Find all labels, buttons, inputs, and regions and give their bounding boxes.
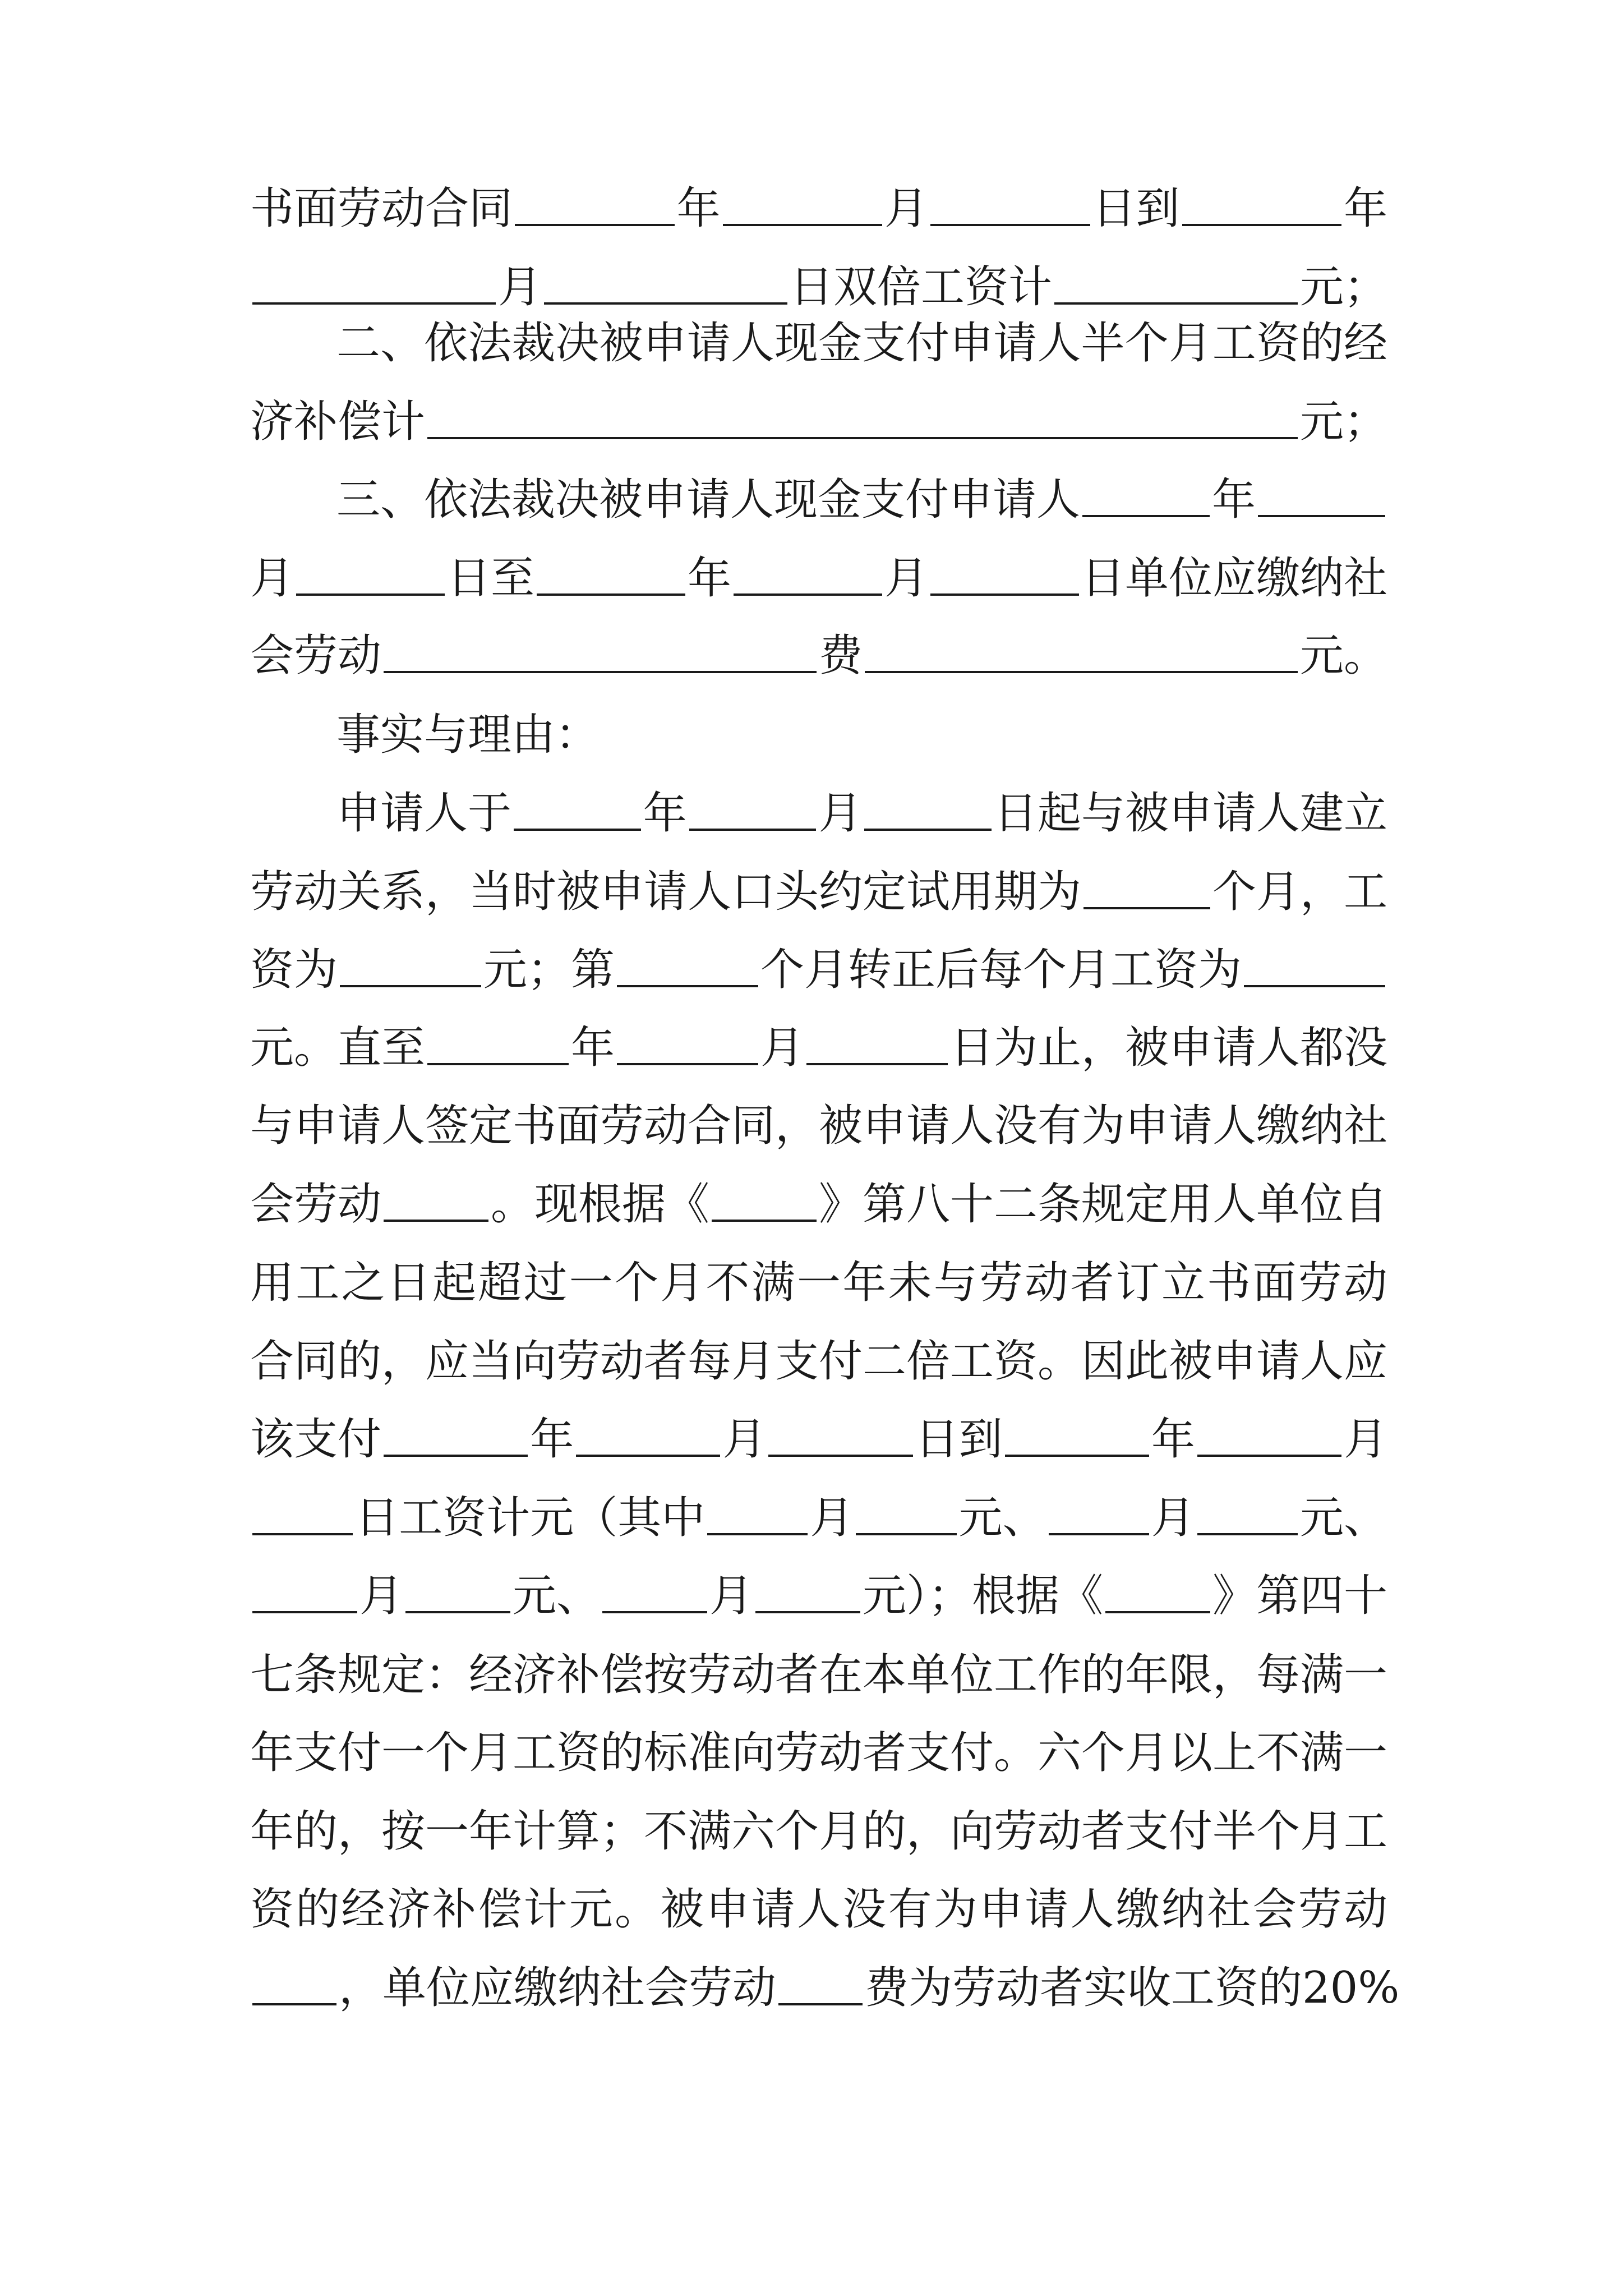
text-line (250, 1089, 1387, 1162)
text-segment: 年 (1212, 475, 1256, 525)
text-line (250, 1325, 1387, 1398)
text-line (250, 1639, 1387, 1711)
text-segment: 元。直至 (250, 1023, 426, 1073)
fill-in-blank[interactable] (1197, 1494, 1298, 1535)
text-segment: 年 (571, 1023, 615, 1073)
text-line (250, 1717, 1387, 1789)
text-line (250, 542, 1387, 615)
text-segment: 》第八十二条规定用人单位自 (819, 1179, 1388, 1230)
text-segment: 月 (497, 262, 542, 312)
fill-in-blank[interactable] (384, 632, 817, 673)
fill-in-blank[interactable] (768, 1415, 912, 1457)
text-segment: 月 (250, 553, 294, 604)
fill-in-blank[interactable] (1182, 185, 1341, 226)
text-segment: 用工之日起超过一个月不满一年未与劳动者订立书面劳动 (250, 1258, 1390, 1308)
text-segment: 月 (818, 788, 863, 839)
fill-in-blank[interactable] (806, 1024, 948, 1065)
text-line (250, 172, 1387, 245)
fill-in-blank[interactable] (712, 1180, 817, 1222)
text-line (250, 1952, 1400, 2024)
text-segment: 费为劳动者实收工资的20% (865, 1963, 1400, 2013)
text-segment: ，单位应缴纳社会劳动 (339, 1963, 777, 2013)
text-segment: 会劳动 (250, 631, 382, 681)
text-line (250, 1403, 1387, 1476)
text-line (250, 1795, 1387, 1868)
text-segment: 二、依法裁决被申请人现金支付申请人半个月工资的经 (336, 318, 1388, 369)
fill-in-blank[interactable] (602, 1572, 707, 1613)
fill-in-blank[interactable] (427, 1024, 569, 1065)
text-segment: 元、 (1300, 1493, 1388, 1543)
text-segment: 个月，工 (1212, 867, 1387, 917)
text-segment: 日为止，被申请人都没 (950, 1023, 1388, 1073)
fill-in-blank[interactable] (544, 263, 787, 305)
text-segment: 》第四十 (1212, 1571, 1387, 1621)
text-segment: 月 (810, 1493, 854, 1543)
text-segment: 月 (884, 553, 929, 604)
fill-in-blank[interactable] (427, 398, 1298, 439)
text-segment: 三、依法裁决被申请人现金支付申请人 (336, 475, 1081, 525)
text-segment: 年 (676, 183, 721, 234)
text-segment: 元、 (958, 1493, 1046, 1543)
text-segment: 会劳动 (250, 1179, 382, 1230)
text-segment: 济补偿计 (250, 397, 426, 447)
text-line (250, 1873, 1390, 1946)
text-line (250, 385, 1387, 458)
text-line (250, 1481, 1387, 1554)
text-segment: 个月转正后每个月工资为 (760, 945, 1242, 995)
text-line (336, 463, 1387, 536)
fill-in-blank[interactable] (617, 1024, 758, 1065)
text-segment: 元；第 (483, 945, 615, 995)
fill-in-blank[interactable] (617, 946, 758, 987)
text-segment: 月 (760, 1023, 805, 1073)
text-segment: 元。 (1300, 631, 1388, 681)
text-segment: 资为 (250, 945, 338, 995)
text-segment: 月 (884, 183, 929, 234)
fill-in-blank[interactable] (856, 1494, 956, 1535)
text-segment: 年 (643, 788, 687, 839)
text-line (250, 619, 1387, 692)
text-segment: 申请人于 (336, 788, 512, 839)
text-segment: 该支付 (250, 1414, 382, 1465)
fill-in-blank[interactable] (1197, 1415, 1341, 1457)
fill-in-blank[interactable] (537, 554, 685, 596)
text-line (250, 1246, 1390, 1319)
fill-in-blank[interactable] (930, 185, 1090, 226)
text-segment: 月 (722, 1414, 767, 1465)
fill-in-blank[interactable] (689, 789, 817, 831)
fill-in-blank[interactable] (252, 1494, 353, 1535)
text-segment: 月 (1344, 1414, 1388, 1465)
text-segment: 。现根据《 (491, 1179, 710, 1230)
text-segment: 年 (1151, 1414, 1195, 1465)
text-segment: 元、 (512, 1571, 600, 1621)
text-segment: 日到 (1092, 183, 1180, 234)
text-segment: 日单位应缴纳社 (1081, 553, 1388, 604)
text-line (336, 698, 1387, 771)
text-segment: 元； (1299, 262, 1387, 312)
fill-in-blank[interactable] (755, 1572, 860, 1613)
fill-in-blank[interactable] (734, 554, 882, 596)
fill-in-blank[interactable] (864, 789, 992, 831)
text-segment: 月 (1151, 1493, 1195, 1543)
text-line (250, 933, 1387, 1006)
text-segment: 费 (819, 631, 863, 681)
text-segment: 月 (359, 1571, 403, 1621)
fill-in-blank[interactable] (707, 1494, 808, 1535)
fill-in-blank[interactable] (576, 1415, 720, 1457)
text-segment: 元； (1299, 397, 1387, 447)
fill-in-blank[interactable] (515, 185, 674, 226)
text-segment: 日起与被申请人建立 (993, 788, 1387, 839)
fill-in-blank[interactable] (723, 185, 882, 226)
text-segment: 合同的，应当向劳动者每月支付二倍工资。因此被申请人应 (250, 1336, 1388, 1387)
fill-in-blank[interactable] (384, 1415, 528, 1457)
text-segment: 劳动关系，当时被申请人口头约定试用期为 (250, 867, 1082, 917)
fill-in-blank[interactable] (865, 632, 1298, 673)
fill-in-blank[interactable] (1244, 946, 1385, 987)
fill-in-blank[interactable] (1054, 263, 1298, 305)
text-segment: 年 (530, 1414, 574, 1465)
fill-in-blank[interactable] (405, 1572, 510, 1613)
text-line (250, 1559, 1387, 1632)
fill-in-blank[interactable] (1049, 1494, 1149, 1535)
text-segment: 日双倍工资计 (789, 262, 1052, 312)
text-segment: 日工资计元（其中 (355, 1493, 706, 1543)
fill-in-blank[interactable] (252, 1572, 357, 1613)
text-segment: 书面劳动合同 (250, 183, 513, 234)
fill-in-blank[interactable] (252, 263, 496, 305)
fill-in-blank[interactable] (514, 789, 641, 831)
fill-in-blank[interactable] (340, 946, 481, 987)
text-segment: 资的经济补偿计元。被申请人没有为申请人缴纳社会劳动 (250, 1884, 1390, 1935)
fill-in-blank[interactable] (1258, 476, 1385, 517)
text-line (250, 1168, 1387, 1241)
text-segment: 年 (688, 553, 732, 604)
fill-in-blank[interactable] (384, 1180, 488, 1222)
text-segment: 月 (709, 1571, 753, 1621)
fill-in-blank[interactable] (1083, 868, 1210, 909)
text-line (336, 307, 1387, 380)
text-segment: 七条规定：经济补偿按劳动者在本单位工作的年限，每满一 (250, 1650, 1388, 1700)
fill-in-blank[interactable] (1082, 476, 1210, 517)
fill-in-blank[interactable] (1005, 1415, 1149, 1457)
text-segment: 元）；根据《 (862, 1571, 1103, 1621)
fill-in-blank[interactable] (1105, 1572, 1210, 1613)
fill-in-blank[interactable] (930, 554, 1079, 596)
text-segment: 与申请人签定书面劳动合同，被申请人没有为申请人缴纳社 (250, 1101, 1388, 1151)
text-line (336, 777, 1387, 850)
fill-in-blank[interactable] (296, 554, 445, 596)
text-segment: 日至 (447, 553, 535, 604)
text-segment: 年的，按一年计算；不满六个月的，向劳动者支付半个月工 (250, 1806, 1388, 1857)
fill-in-blank[interactable] (778, 1964, 863, 2005)
text-segment: 年支付一个月工资的标准向劳动者支付。六个月以上不满一 (250, 1728, 1388, 1778)
text-line (250, 1011, 1387, 1084)
text-line (250, 855, 1387, 928)
text-segment: 年 (1344, 183, 1388, 234)
text-segment: 日到 (915, 1414, 1003, 1465)
fill-in-blank[interactable] (252, 1964, 336, 2005)
text-segment: 事实与理由： (336, 710, 600, 760)
